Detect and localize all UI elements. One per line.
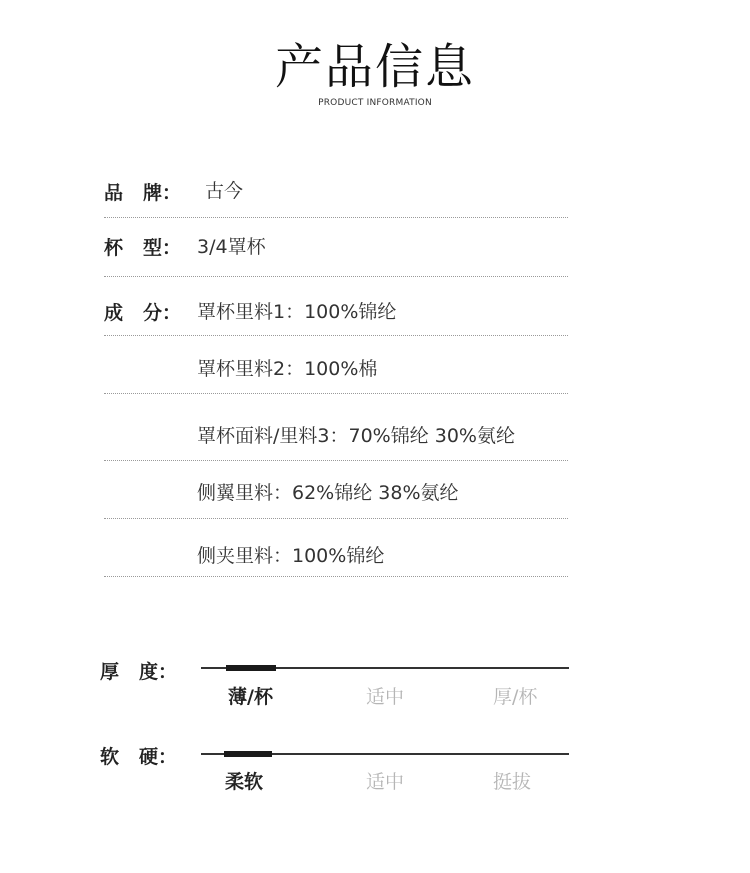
thickness-option-thick: 厚/杯 [493,686,538,708]
composition-label [104,298,181,325]
composition-item: 侧夹里料：100%锦纶 [197,545,385,567]
brand-label-char1: 品 [104,182,124,204]
composition-item: 罩杯面料/里料3：70%锦纶 30%氨纶 [197,425,515,447]
softness-scale-indicator [224,751,272,757]
cup-label-char2: 型： [143,237,182,259]
softness-option-firm: 挺拔 [493,771,532,793]
divider [104,460,568,461]
softness-option-soft: 柔软 [225,771,264,793]
thickness-option-thin: 薄/杯 [228,686,273,708]
softness-label-char2: 硬： [139,746,178,768]
thickness-label [100,657,177,684]
thickness-label-char2: 度： [139,661,178,683]
softness-label-char1: 软 [100,746,120,768]
divider [104,576,568,577]
thickness-option-medium: 适中 [366,686,405,708]
thickness-label-char1: 厚 [100,661,120,683]
divider [104,217,568,218]
softness-label [100,742,177,769]
composition-item: 罩杯里料1：100%锦纶 [197,301,397,323]
cup-label-char1: 杯 [104,237,124,259]
brand-value: 古今 [205,180,244,202]
cup-type-label [104,233,181,260]
brand-label [104,178,181,205]
divider [104,335,568,336]
thickness-scale-indicator [226,665,276,671]
page-subtitle: PRODUCT INFORMATION [318,98,432,108]
composition-label-char2: 分： [143,302,182,324]
softness-option-medium: 适中 [366,771,405,793]
composition-label-char1: 成 [104,302,124,324]
brand-label-char2: 牌： [143,182,182,204]
page-title: 产品信息 [274,39,475,95]
cup-type-value: 3/4罩杯 [197,236,266,258]
composition-item: 侧翼里料：62%锦纶 38%氨纶 [197,482,459,504]
divider [104,518,568,519]
divider [104,276,568,277]
composition-item: 罩杯里料2：100%棉 [197,358,378,380]
divider [104,393,568,394]
